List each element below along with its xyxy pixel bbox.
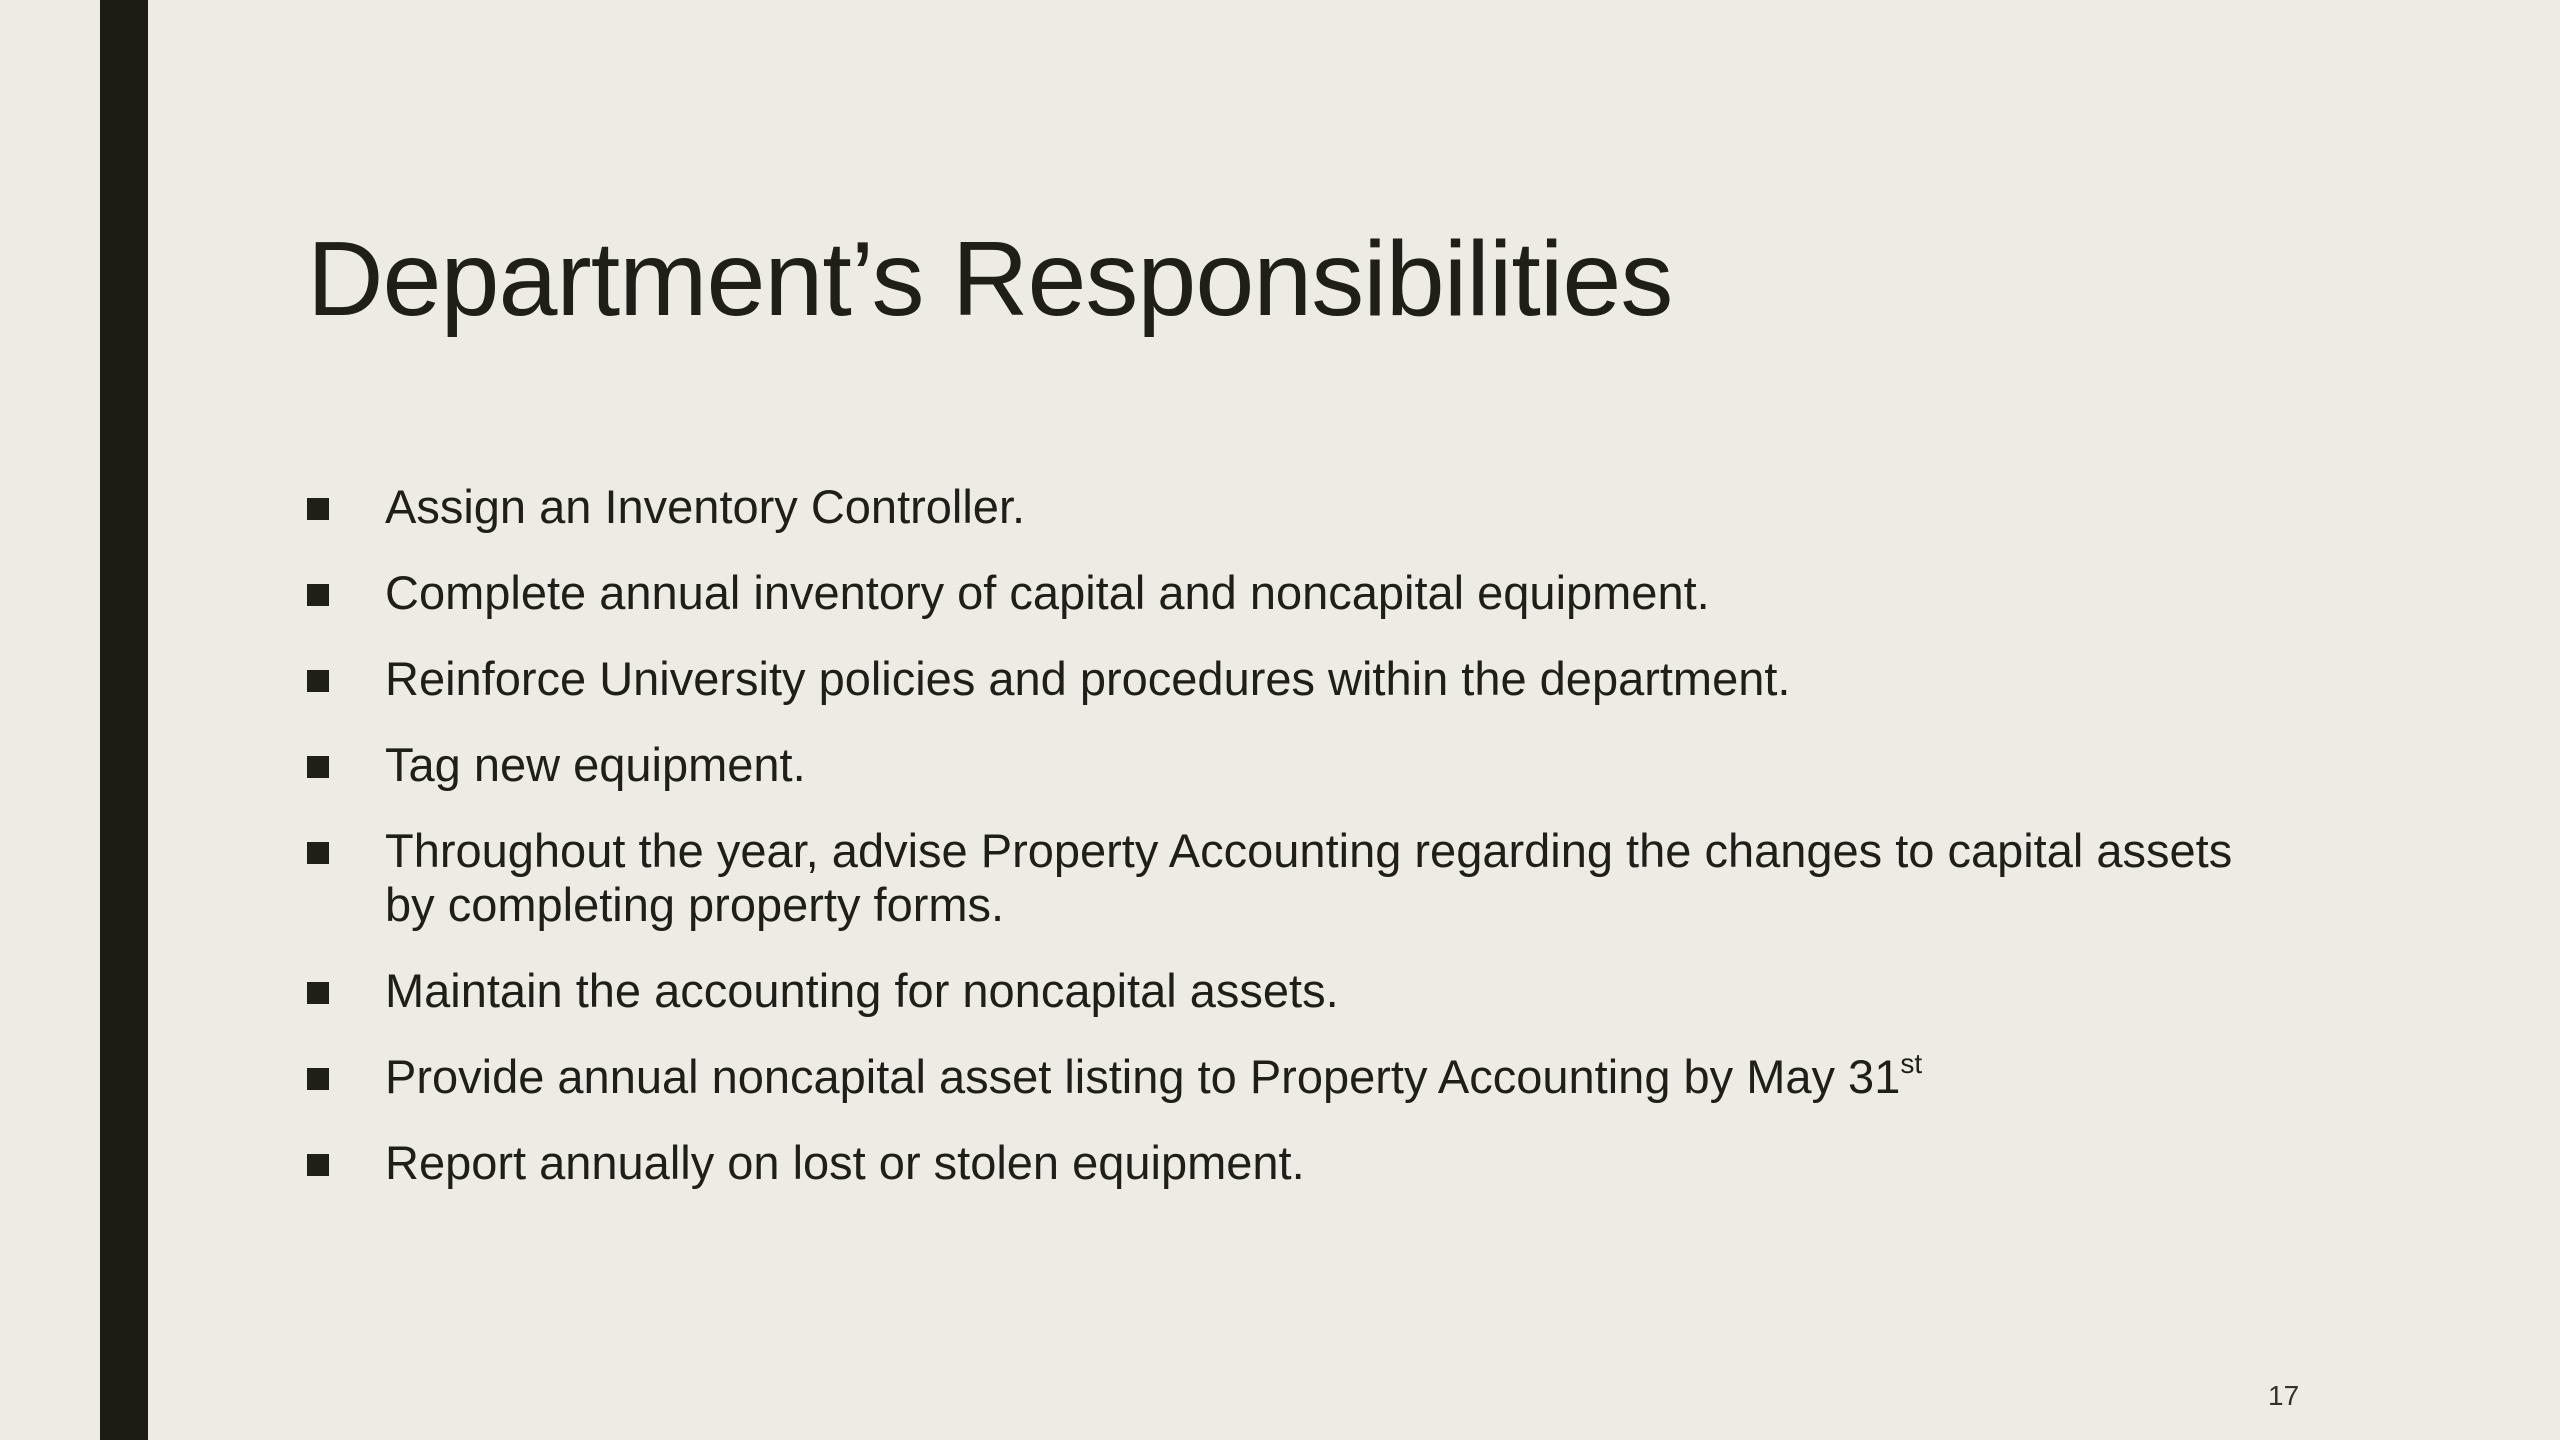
square-bullet-icon — [307, 584, 329, 606]
bullet-text: Tag new equipment. — [385, 738, 806, 791]
bullet-text — [385, 1050, 2285, 1104]
square-bullet-icon — [307, 498, 329, 520]
bullet-text-main: Provide annual noncapital asset listing to Property Accounting by May 31 — [385, 1050, 1901, 1103]
accent-bar — [100, 0, 148, 1440]
square-bullet-icon — [307, 1154, 329, 1176]
bullet-text: Throughout the year, advise Property Accounting regarding the changes to capital assets by completing property forms. — [385, 824, 2233, 931]
list-item — [307, 1136, 2307, 1190]
bullet-text: Complete annual inventory of capital and noncapital equipment. — [385, 566, 1710, 619]
list-item — [307, 652, 2307, 706]
square-bullet-icon — [307, 842, 329, 864]
list-item — [307, 480, 2307, 534]
square-bullet-icon — [307, 982, 329, 1004]
bullet-text: Report annually on lost or stolen equipment. — [385, 1136, 1305, 1189]
list-item — [307, 738, 2307, 792]
list-item — [307, 824, 2307, 932]
list-item — [307, 964, 2307, 1018]
slide-title: Department’s Responsibilities — [307, 220, 1673, 339]
square-bullet-icon — [307, 670, 329, 692]
ordinal-suffix: st — [1900, 1048, 1923, 1079]
list-item — [307, 1050, 2307, 1104]
bullet-text: Reinforce University policies and procedures within the department. — [385, 652, 1791, 705]
square-bullet-icon — [307, 756, 329, 778]
square-bullet-icon — [307, 1068, 329, 1090]
bullet-text: Assign an Inventory Controller. — [385, 480, 1026, 533]
list-item — [307, 566, 2307, 620]
bullet-text: Maintain the accounting for noncapital assets. — [385, 964, 1339, 1017]
bullet-list — [307, 480, 2307, 1222]
page-number: 17 — [2268, 1380, 2300, 1411]
